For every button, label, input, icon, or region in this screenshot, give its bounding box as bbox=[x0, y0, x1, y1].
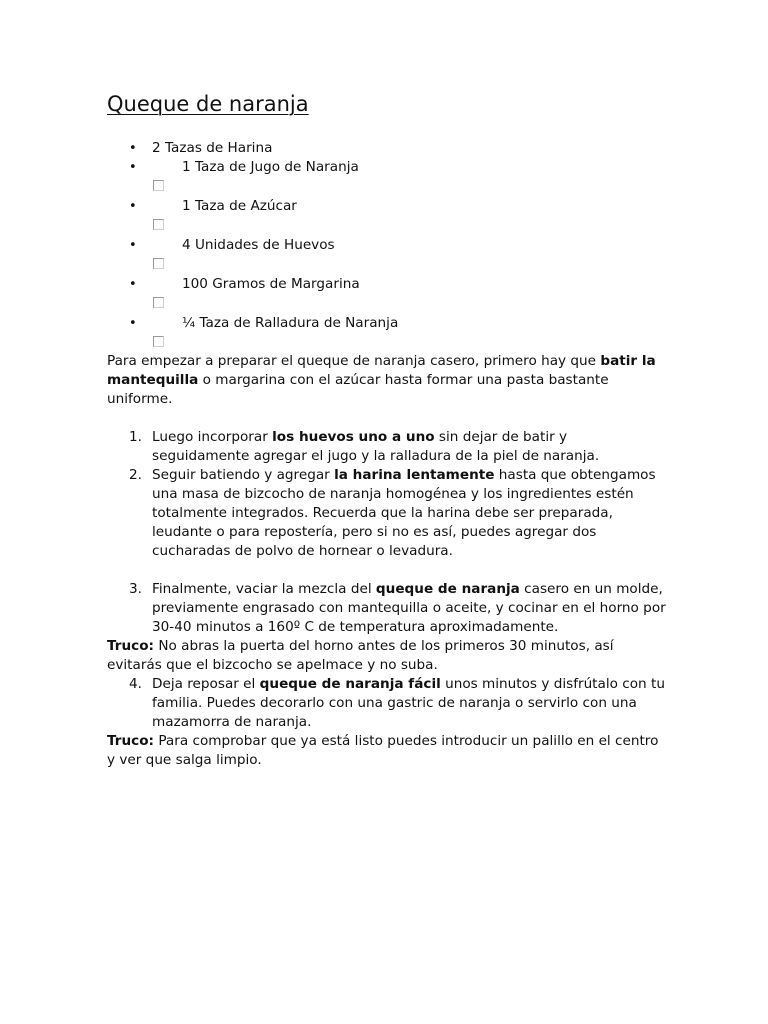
ingredient-text: 1 Taza de Jugo de Naranja bbox=[182, 159, 359, 175]
steps-list-a bbox=[107, 428, 667, 561]
tip-paragraph bbox=[107, 732, 667, 770]
tip-text: No abras la puerta del horno antes de los primeros 30 minutos, así evitarás que el bizcocho se apelmace y no suba. bbox=[107, 638, 614, 673]
bullet: • bbox=[129, 316, 137, 331]
bullet: • bbox=[129, 141, 137, 156]
step-item bbox=[107, 580, 667, 637]
ingredient-item bbox=[107, 197, 667, 236]
checkbox-icon[interactable] bbox=[153, 180, 164, 191]
step-text: Seguir batiendo y agregar bbox=[152, 467, 335, 483]
steps-list-c bbox=[107, 675, 667, 732]
ingredient-text: 4 Unidades de Huevos bbox=[182, 237, 335, 253]
intro-bold: batir la mantequilla bbox=[107, 353, 656, 388]
step-bold: queque de naranja fácil bbox=[259, 676, 441, 692]
step-number: 3. bbox=[129, 581, 142, 597]
step-bold: queque de naranja bbox=[375, 581, 520, 597]
ingredient-item bbox=[107, 275, 667, 314]
bullet: • bbox=[129, 160, 137, 175]
step-number: 1. bbox=[129, 429, 142, 445]
ingredient-text: 1 Taza de Azúcar bbox=[182, 198, 297, 214]
ingredient-text: 100 Gramos de Margarina bbox=[182, 276, 360, 292]
step-text: hasta que obtengamos una masa de bizcocho de naranja homogénea y los ingredientes estén totalmente integrados. Recuerda que la harina debe ser preparada, leudante o para repostería, pero si no es así, puedes agregar dos cucharadas de polvo de hornear o levadura. bbox=[152, 467, 656, 559]
step-text: Luego incorporar bbox=[152, 429, 273, 445]
tip-paragraph bbox=[107, 637, 667, 675]
ingredient-item bbox=[107, 158, 667, 197]
ingredient-item bbox=[107, 139, 667, 158]
step-item bbox=[107, 466, 667, 561]
ingredient-text: ¼ Taza de Ralladura de Naranja bbox=[182, 315, 399, 331]
ingredient-item bbox=[107, 236, 667, 275]
checkbox-icon[interactable] bbox=[153, 258, 164, 269]
step-text: unos minutos y disfrútalo con tu familia. Puedes decorarlo con una gastric de naranja o servirlo con una mazamorra de naranja. bbox=[152, 676, 665, 730]
bullet: • bbox=[129, 199, 137, 214]
bullet: • bbox=[129, 238, 137, 253]
steps-list-b bbox=[107, 580, 667, 637]
step-item bbox=[107, 675, 667, 732]
bullet: • bbox=[129, 277, 137, 292]
step-bold: la harina lentamente bbox=[334, 467, 495, 483]
tip-label: Truco: bbox=[107, 638, 154, 654]
step-number: 4. bbox=[129, 676, 142, 692]
checkbox-icon[interactable] bbox=[153, 336, 164, 347]
step-text: Finalmente, vaciar la mezcla del bbox=[152, 581, 376, 597]
tip-label: Truco: bbox=[107, 733, 154, 749]
checkbox-icon[interactable] bbox=[153, 297, 164, 308]
step-text: casero en un molde, previamente engrasado con mantequilla o aceite, y cocinar en el horno por 30-40 minutos a 160º C de temperatura aproximadamente. bbox=[152, 581, 666, 635]
ingredient-text: 2 Tazas de Harina bbox=[152, 140, 273, 156]
step-item bbox=[107, 428, 667, 466]
recipe-title: Queque de naranja bbox=[107, 92, 309, 116]
step-text: Deja reposar el bbox=[152, 676, 260, 692]
step-bold: los huevos uno a uno bbox=[272, 429, 435, 445]
checkbox-icon[interactable] bbox=[153, 219, 164, 230]
step-text: sin dejar de batir y seguidamente agregar el jugo y la ralladura de la piel de naranja. bbox=[152, 429, 600, 464]
step-number: 2. bbox=[129, 467, 142, 483]
intro-text: Para empezar a preparar el queque de naranja casero, primero hay que bbox=[107, 353, 601, 369]
ingredient-item bbox=[107, 314, 667, 353]
intro-text: o margarina con el azúcar hasta formar una pasta bastante uniforme. bbox=[107, 372, 609, 407]
intro-paragraph bbox=[107, 352, 667, 409]
ingredient-list bbox=[107, 139, 667, 353]
tip-text: Para comprobar que ya está listo puedes introducir un palillo en el centro y ver que salga limpio. bbox=[107, 733, 659, 768]
